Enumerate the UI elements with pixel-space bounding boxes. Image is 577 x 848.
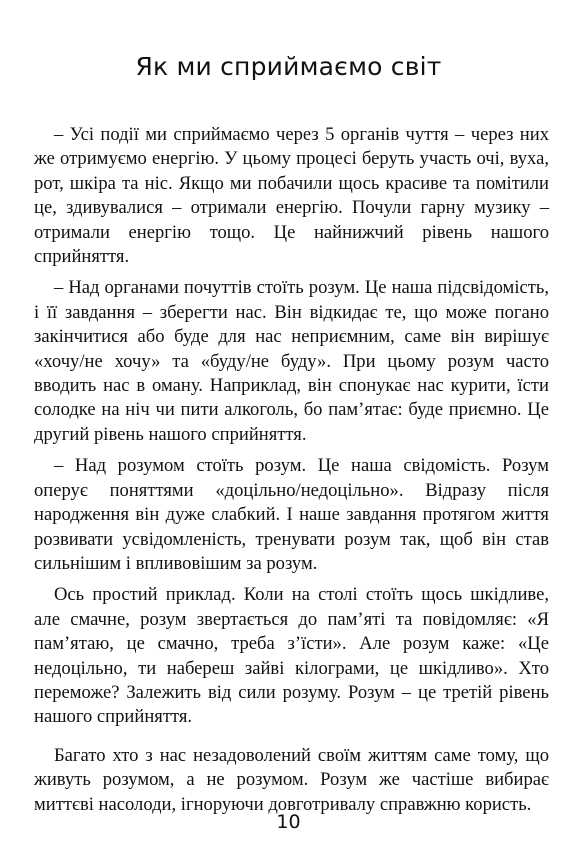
page-number: 10 bbox=[276, 811, 301, 833]
paragraph-1: – Усі події ми сприймаємо через 5 органів чуття – через них же отримуємо енергію. У цьому процесі беруть участь очі, вуха, рот, шкіра та ніс. Якщо ми побачили щось красиве та помітили це, здивувалися – отримали енергію. Почули гарну музику – отримали енергію тощо. Це найнижчий рівень нашого сприйняття. bbox=[34, 124, 549, 268]
paragraph-4: Ось простий приклад. Коли на столі стоїть щось шкідливе, але смачне, розум звертається до пам’яті та повідомляє: «Я пам’ятаю, це смачно, треба з’їсти». Але розум каже: «Це недоцільно, ти набереш зайві кілограми, це шкідливо». Хто переможе? Залежить від сили розуму. Розум – це третій рівень нашого сприйняття. bbox=[34, 584, 549, 728]
body-text bbox=[34, 123, 549, 831]
page-title: Як ми сприймаємо світ bbox=[135, 52, 442, 81]
paragraph-3: – Над розумом стоїть розум. Це наша свідомість. Розум оперує поняттями «доцільно/недоцільно». Відразу після народження він дуже слабкий. І наше завдання протягом життя розвивати усвідомленість, тренувати розум так, щоб він став сильнішим і впливовішим за розум. bbox=[34, 455, 549, 574]
paragraph-5: Багато хто з нас незадоволений своїм життям саме тому, що живуть розумом, а не розумом. Розум же частіше вибирає миттєві насолоди, ігноруючи довготривалу справжню користь. bbox=[34, 744, 549, 815]
paragraph-2: – Над органами почуттів стоїть розум. Це наша підсвідомість, і її завдання – зберегти нас. Він відкидає те, що може погано закінчитися або буде для нас неприємним, саме він вирішує «хочу/не хочу» та «буду/не буду». При цьому розум часто вводить нас в оману. Наприклад, він спонукає нас курити, їсти солодке на ніч чи пити алкоголь, бо пам’ятає: буде приємно. Це другий рівень нашого сприйняття. bbox=[34, 277, 549, 445]
